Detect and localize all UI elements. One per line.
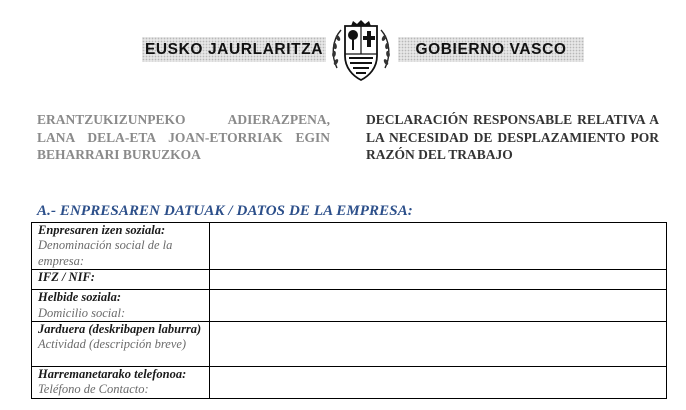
- phone-field[interactable]: [210, 367, 667, 399]
- company-name-field[interactable]: [210, 223, 667, 270]
- activity-field[interactable]: [210, 322, 667, 367]
- section-title-company-data: A.- ENPRESAREN DATUAK / DATOS DE LA EMPRESA:: [37, 203, 413, 219]
- field-label-tax-id: [32, 270, 210, 290]
- field-label-company-name: [32, 223, 210, 270]
- label-basque: Helbide soziala:: [38, 290, 121, 305]
- label-spanish: Domicilio social:: [38, 305, 126, 320]
- label-basque: Harremanetarako telefonoa:: [38, 367, 187, 382]
- field-label-phone: [32, 367, 210, 399]
- declaration-title-spanish: DECLARACIÓN RESPONSABLE RELATIVA A LA NECESIDAD DE DESPLAZAMIENTO POR RAZÓN DEL TRABAJO: [366, 112, 659, 163]
- table-row: [32, 322, 667, 367]
- label-basque: IFZ / NIF:: [38, 270, 95, 285]
- document-header: [0, 0, 686, 92]
- label-spanish: Actividad (descripción breve): [38, 337, 187, 352]
- table-row: [32, 290, 667, 322]
- label-basque: Enpresaren izen soziala:: [38, 223, 166, 237]
- table-row: [32, 270, 667, 290]
- tax-id-field[interactable]: [210, 270, 667, 290]
- label-spanish: Denominación social de la empresa:: [38, 238, 173, 268]
- address-field[interactable]: [210, 290, 667, 322]
- label-spanish: Teléfono de Contacto:: [38, 382, 149, 397]
- declaration-title-basque: ERANTZUKIZUNPEKO ADIERAZPENA, LANA DELA-ETA JOAN-ETORRIAK EGIN BEHARRARI BURUZKOA: [37, 112, 330, 163]
- header-name-basque: EUSKO JAURLARITZA: [142, 37, 326, 62]
- header-name-spanish: GOBIERNO VASCO: [398, 37, 584, 62]
- company-data-table: [31, 222, 667, 399]
- field-label-address: [32, 290, 210, 322]
- table-row: [32, 223, 667, 270]
- field-label-activity: [32, 322, 210, 367]
- table-row: [32, 367, 667, 399]
- basque-government-coat-of-arms-icon: [327, 18, 395, 86]
- label-basque: Jarduera (deskribapen laburra): [38, 322, 202, 337]
